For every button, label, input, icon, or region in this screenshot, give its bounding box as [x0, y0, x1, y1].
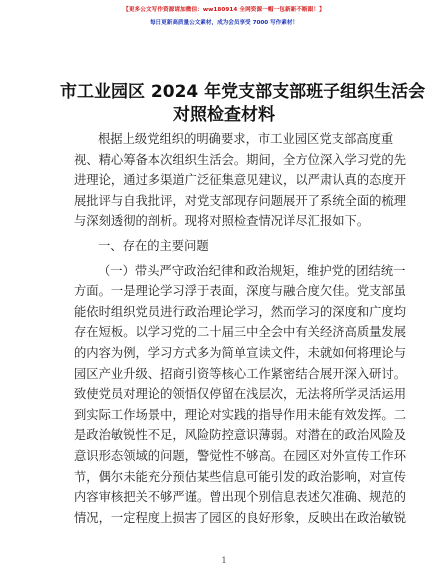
- section-heading-text: 一、存在的主要问题: [98, 238, 209, 253]
- title-line-2: 对照检查材料: [173, 105, 275, 125]
- paragraph-line: 致使党员对理论的领悟仅停留在浅层次，无法将所学灵活运用: [74, 387, 407, 402]
- paragraph-line: 的内容为例，学习方式多为简单宣读文件，未就如何将理论与: [74, 345, 407, 360]
- problem-paragraph: [74, 261, 407, 529]
- title-line-1: 市工业园区 2024 年党支部支部班子组织生活会: [60, 82, 426, 102]
- paragraph-line: 能依时组织党员进行政治理论学习，然而学习的深度和广度均: [74, 304, 407, 319]
- paragraph-line: 园区产业升级、招商引资等核心工作紧密结合展开深入研讨。: [74, 366, 407, 381]
- intro-line: 视、精心筹备本次组织生活会。期间，全方位深入学习党的先: [74, 152, 407, 167]
- paragraph-line: 意识形态领域的问题，警觉性不够高。在园区对外宣传工作环: [74, 448, 407, 463]
- intro-line: 根据上级党组织的明确要求，市工业园区党支部高度重: [98, 132, 394, 146]
- promo-line-1: 【更多公文写作资源请加微信：ww180914 全网资源一帽一包新新不断跟！】: [123, 7, 325, 13]
- paragraph-line: 情况，一定程度上损害了园区的良好形象，反映出在政治敏锐: [74, 510, 407, 525]
- document-title: [60, 81, 426, 127]
- paragraph-line: 内容审核把关不够严谨。曾出现个别信息表述欠准确、规范的: [74, 490, 407, 505]
- paragraph-line: （一）带头严守政治纪律和政治规矩，维护党的团结统一: [98, 263, 406, 278]
- page-number: 1: [221, 556, 227, 565]
- paragraph-line: 到实际工作场景中，理论对实践的指导作用未能有效发挥。二: [74, 407, 407, 422]
- promo-banner: [0, 4, 448, 30]
- document-body: [74, 129, 407, 528]
- intro-line: 展批评与自我批评，对党支部现存问题展开了系统全面的梳理: [74, 193, 407, 208]
- paragraph-line: 存在短板。以学习党的二十届三中全会中有关经济高质量发展: [74, 325, 407, 340]
- intro-line: 与深刻透彻的剖析。现将对照检查情况详尽汇报如下。: [74, 214, 370, 229]
- paragraph-line: 方面。一是理论学习浮于表面，深度与融合度欠佳。党支部虽: [74, 284, 407, 299]
- promo-line-2: 每日更新高质量公文素材，成为会员享受 7000 写作素材！: [149, 20, 299, 26]
- paragraph-line: 是政治敏锐性不足，风险防控意识薄弱。对潜在的政治风险及: [74, 428, 407, 443]
- section-heading: [74, 236, 374, 257]
- intro-paragraph: [74, 129, 407, 232]
- intro-line: 进理论，通过多渠道广泛征集意见建议，以严肃认真的态度开: [74, 173, 407, 188]
- paragraph-line: 节，偶尔未能充分预估某些信息可能引发的政治影响，对宣传: [74, 469, 407, 484]
